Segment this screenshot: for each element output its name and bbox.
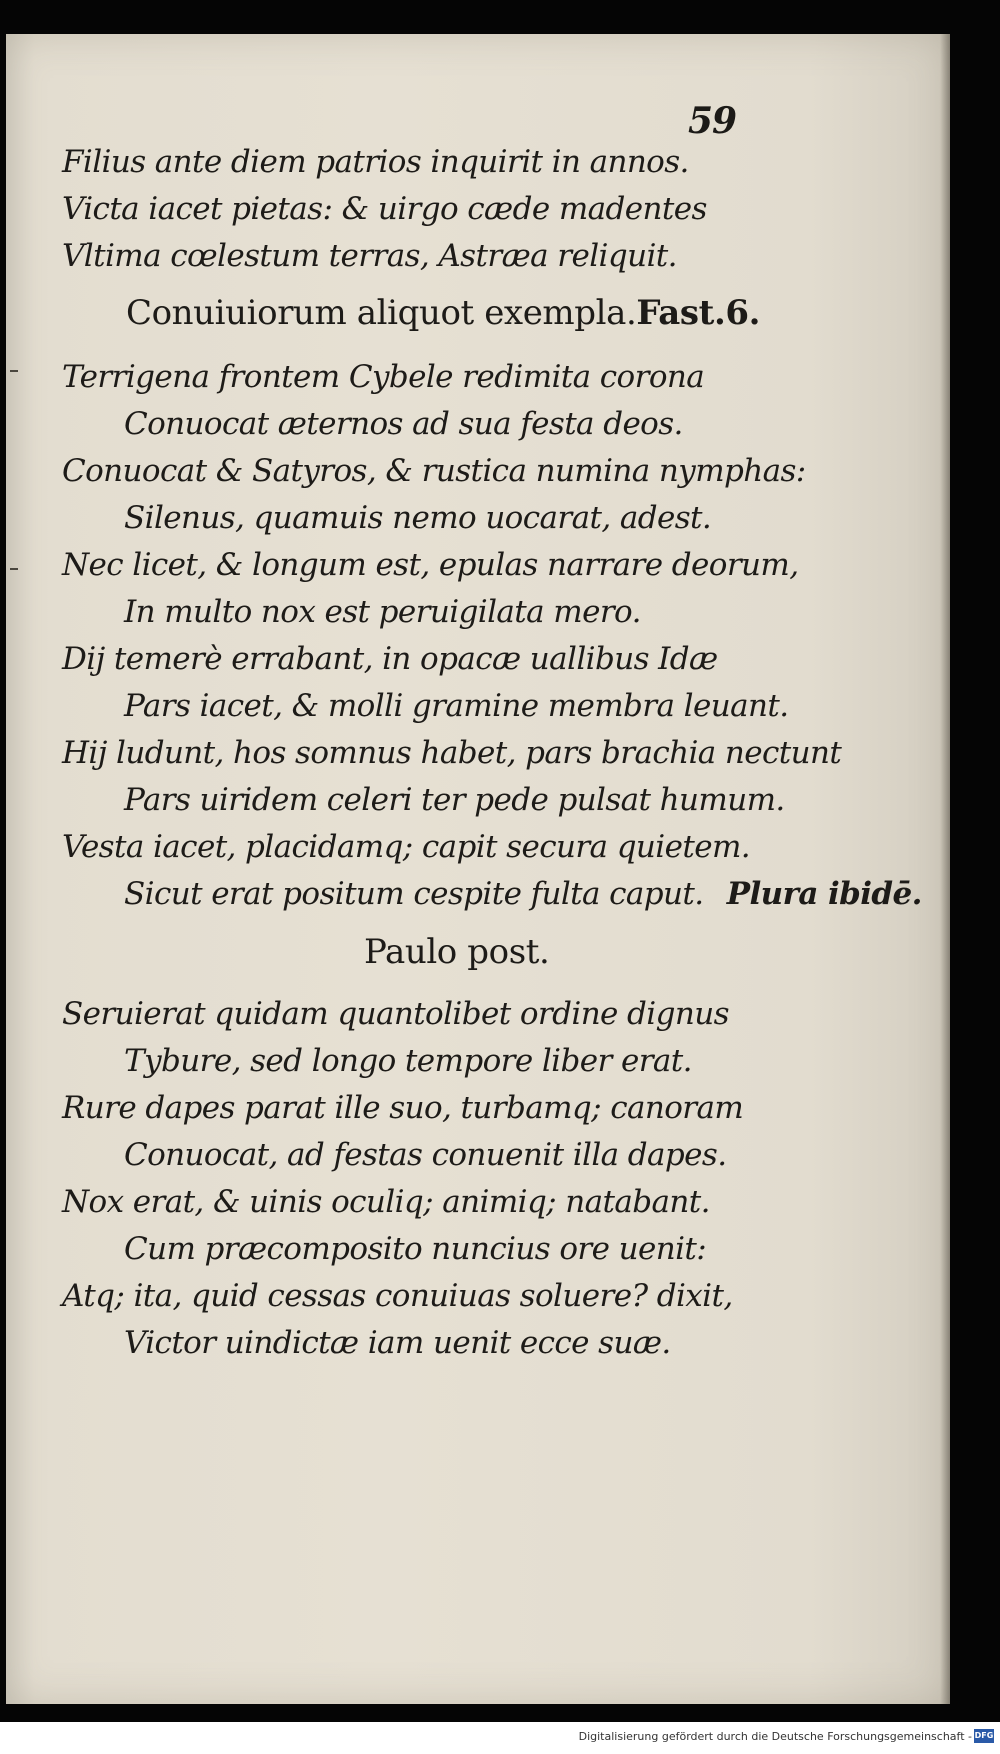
verse-line: Pars iacet, & molli gramine membra leuant. [124,688,789,724]
verse-line: In multo nox est peruigilata mero. [124,594,641,630]
cross-reference-note: Plura ibidē. [726,876,922,912]
verse-line: Tybure, sed longo tempore liber erat. [124,1043,692,1079]
verse-line: Cum præcomposito nuncius ore uenit: [124,1231,707,1267]
verse-line: Seruierat quidam quantolibet ordine dignus [62,996,729,1032]
margin-mark [10,370,18,372]
verse-line: Pars uiridem celeri ter pede pulsat humum. [124,782,785,818]
section-heading [126,293,760,333]
footer-bar [0,1722,1000,1754]
section-heading: Paulo post. [364,932,550,972]
verse-line: Nec licet, & longum est, epulas narrare deorum, [62,547,799,583]
verse-line: Dij temerè errabant, in opacæ uallibus Idæ [62,641,718,677]
verse-line: Terrigena frontem Cybele redimita corona [62,359,705,395]
heading-reference: Fast.6. [636,293,761,333]
verse-line: Rure dapes parat ille suo, turbamq; canoram [62,1090,744,1126]
verse-line: Conuocat, ad festas conuenit illa dapes. [124,1137,727,1173]
book-page [6,34,950,1704]
verse-line [124,876,922,912]
verse-line: Nox erat, & uinis oculiq; animiq; natabant. [62,1184,710,1220]
page-number: 59 [688,100,737,142]
dfg-logo-icon: DFG [974,1729,994,1743]
heading-text: Conuiuiorum aliquot exempla. [126,293,637,333]
footer-credit: Digitalisierung gefördert durch die Deutsche Forschungsgemeinschaft - [578,1730,972,1743]
verse-line: Filius ante diem patrios inquirit in annos. [62,144,689,180]
verse-line: Vltima cœlestum terras, Astræa reliquit. [62,238,677,274]
verse-line: Conuocat & Satyros, & rustica numina nymphas: [62,453,806,489]
verse-line: Hij ludunt, hos somnus habet, pars brachia nectunt [62,735,842,771]
verse-text: Sicut erat positum cespite fulta caput. [124,876,704,912]
verse-line: Silenus, quamuis nemo uocarat, adest. [124,500,712,536]
margin-mark [10,568,18,570]
verse-line: Vesta iacet, placidamq; capit secura quietem. [62,829,751,865]
verse-line: Victa iacet pietas: & uirgo cæde madentes [62,191,707,227]
verse-line: Atq; ita, quid cessas conuiuas soluere? dixit, [62,1278,733,1314]
verse-line: Victor uindictæ iam uenit ecce suæ. [124,1325,671,1361]
verse-line: Conuocat æternos ad sua festa deos. [124,406,683,442]
